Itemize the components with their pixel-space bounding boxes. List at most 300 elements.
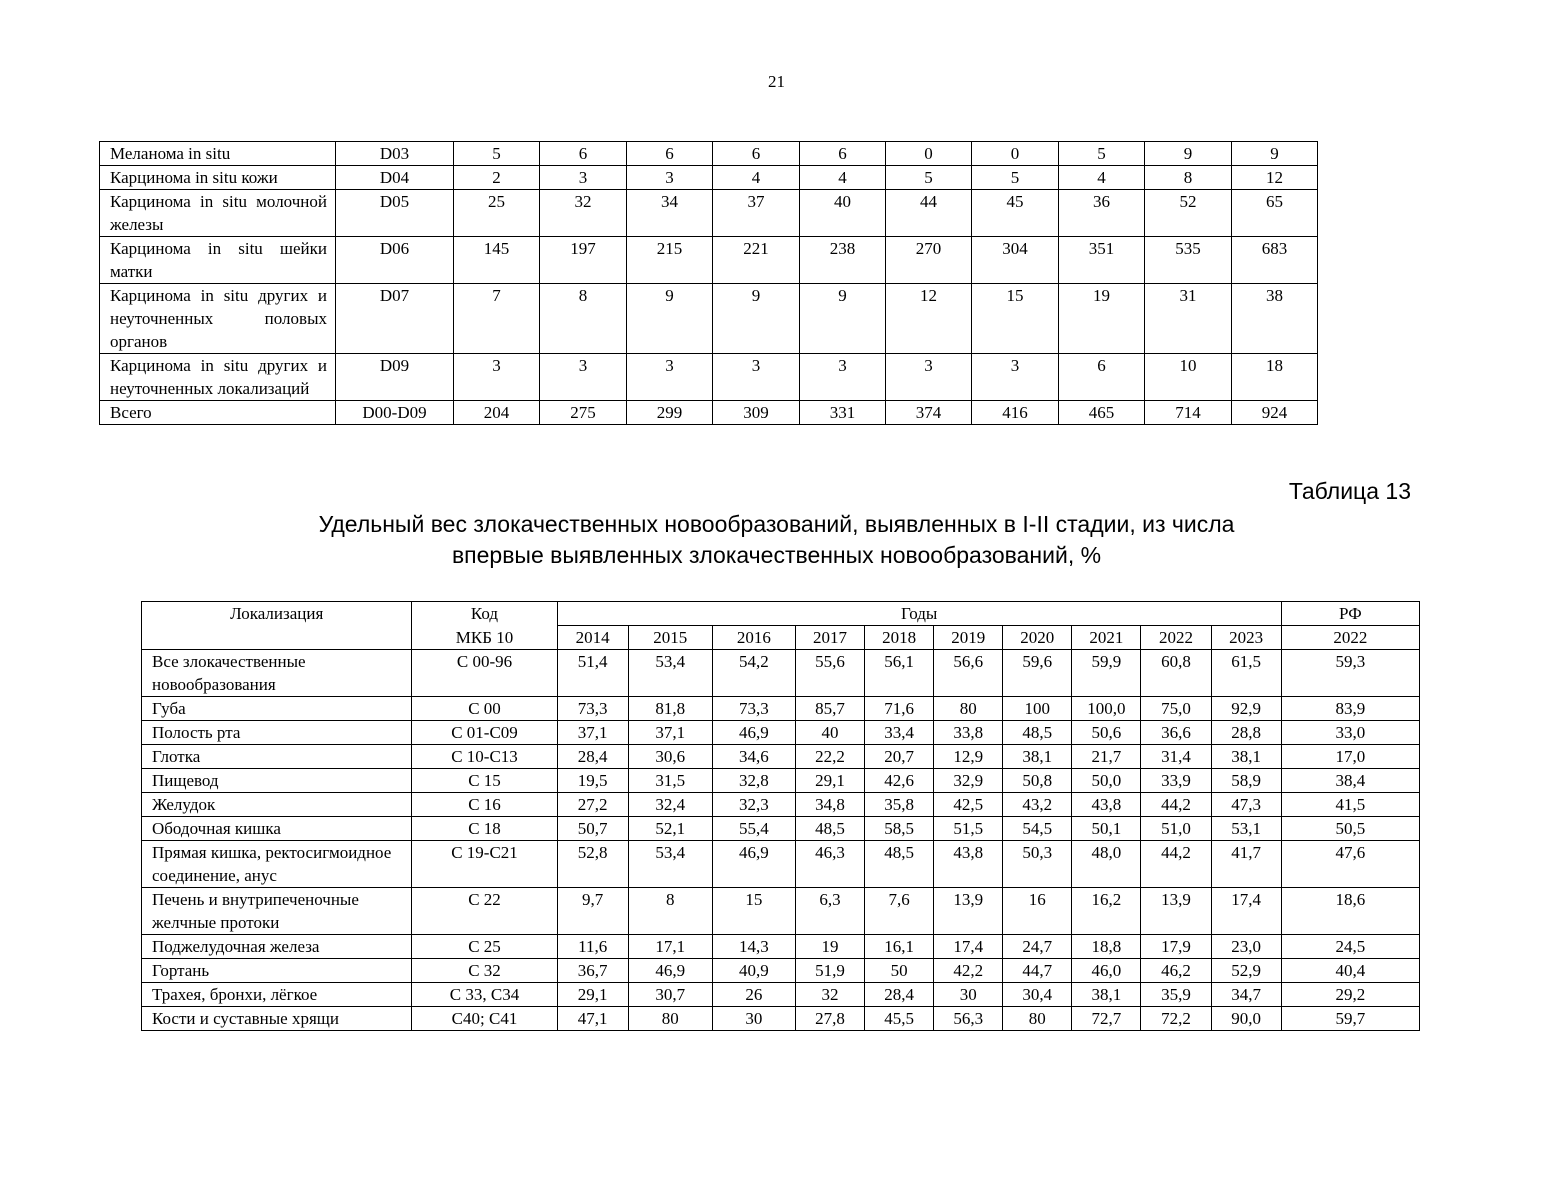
value-cell: 6: [800, 142, 886, 166]
row-localization: Все злокачественные новообразования: [142, 650, 412, 697]
value-cell: 36: [1059, 190, 1145, 237]
value-cell: 65: [1232, 190, 1318, 237]
value-cell: 9,7: [557, 888, 628, 935]
value-cell: 52,1: [628, 817, 712, 841]
value-cell: 44,2: [1141, 793, 1211, 817]
table-row: [142, 769, 1420, 793]
row-code: С 33, С34: [412, 983, 557, 1007]
table-title: [200, 509, 1353, 571]
value-cell: 41,7: [1211, 841, 1281, 888]
value-cell: 71,6: [865, 697, 934, 721]
value-cell: 36,6: [1141, 721, 1211, 745]
value-cell: 50,7: [557, 817, 628, 841]
value-cell: 28,4: [557, 745, 628, 769]
value-cell: 37,1: [628, 721, 712, 745]
table-row: [142, 793, 1420, 817]
value-cell: 30: [712, 1007, 795, 1031]
row-name: Всего: [100, 401, 336, 425]
value-cell: 42,6: [865, 769, 934, 793]
value-cell: 15: [972, 284, 1059, 354]
value-cell: 17,1: [628, 935, 712, 959]
table-row: [100, 284, 1318, 354]
value-cell: 32,8: [712, 769, 795, 793]
row-code: С 25: [412, 935, 557, 959]
value-cell: 53,4: [628, 650, 712, 697]
value-cell: 19: [1059, 284, 1145, 354]
value-cell: 30: [934, 983, 1003, 1007]
header-rf-year: 2022: [1281, 626, 1419, 650]
value-cell: 9: [1232, 142, 1318, 166]
header-year: 2021: [1072, 626, 1141, 650]
value-cell: 47,1: [557, 1007, 628, 1031]
value-cell: 924: [1232, 401, 1318, 425]
value-cell: 56,3: [934, 1007, 1003, 1031]
value-cell: 29,1: [795, 769, 864, 793]
value-cell: 46,9: [712, 841, 795, 888]
value-cell: 100,0: [1072, 697, 1141, 721]
value-cell: 32: [540, 190, 627, 237]
value-cell: 45,5: [865, 1007, 934, 1031]
value-cell: 44: [886, 190, 972, 237]
value-cell: 30,7: [628, 983, 712, 1007]
table-row: [100, 237, 1318, 284]
value-cell: 33,4: [865, 721, 934, 745]
header-year: 2016: [712, 626, 795, 650]
value-cell: 3: [713, 354, 800, 401]
value-cell: 6: [713, 142, 800, 166]
row-code: D00-D09: [336, 401, 454, 425]
table-row: [100, 142, 1318, 166]
rf-value-cell: 29,2: [1281, 983, 1419, 1007]
header-code-line-2: МКБ 10: [412, 626, 557, 650]
value-cell: 31: [1145, 284, 1232, 354]
value-cell: 32,3: [712, 793, 795, 817]
value-cell: 58,5: [865, 817, 934, 841]
value-cell: 374: [886, 401, 972, 425]
value-cell: 12: [886, 284, 972, 354]
header-year: 2015: [628, 626, 712, 650]
value-cell: 45: [972, 190, 1059, 237]
value-cell: 59,6: [1003, 650, 1072, 697]
value-cell: 51,9: [795, 959, 864, 983]
value-cell: 215: [627, 237, 713, 284]
value-cell: 33,8: [934, 721, 1003, 745]
value-cell: 0: [972, 142, 1059, 166]
value-cell: 38: [1232, 284, 1318, 354]
value-cell: 535: [1145, 237, 1232, 284]
value-cell: 58,9: [1211, 769, 1281, 793]
value-cell: 42,5: [934, 793, 1003, 817]
value-cell: 4: [713, 166, 800, 190]
row-code: С40; С41: [412, 1007, 557, 1031]
row-localization: Пищевод: [142, 769, 412, 793]
value-cell: 6: [627, 142, 713, 166]
value-cell: 17,4: [1211, 888, 1281, 935]
value-cell: 145: [454, 237, 540, 284]
rf-value-cell: 40,4: [1281, 959, 1419, 983]
header-localization: Локализация: [142, 602, 412, 650]
rf-value-cell: 59,3: [1281, 650, 1419, 697]
value-cell: 3: [800, 354, 886, 401]
value-cell: 37,1: [557, 721, 628, 745]
value-cell: 37: [713, 190, 800, 237]
page-number: 21: [768, 72, 785, 91]
value-cell: 85,7: [795, 697, 864, 721]
value-cell: 46,9: [712, 721, 795, 745]
row-localization: Поджелудочная железа: [142, 935, 412, 959]
value-cell: 48,5: [1003, 721, 1072, 745]
value-cell: 17,9: [1141, 935, 1211, 959]
value-cell: 683: [1232, 237, 1318, 284]
value-cell: 27,2: [557, 793, 628, 817]
value-cell: 80: [1003, 1007, 1072, 1031]
header-year: 2020: [1003, 626, 1072, 650]
value-cell: 14,3: [712, 935, 795, 959]
table-row: [142, 721, 1420, 745]
row-code: С 18: [412, 817, 557, 841]
value-cell: 33,9: [1141, 769, 1211, 793]
row-localization: Полость рта: [142, 721, 412, 745]
value-cell: 13,9: [1141, 888, 1211, 935]
row-code: С 00-96: [412, 650, 557, 697]
value-cell: 28,4: [865, 983, 934, 1007]
value-cell: 238: [800, 237, 886, 284]
value-cell: 38,1: [1211, 745, 1281, 769]
value-cell: 46,9: [628, 959, 712, 983]
value-cell: 50,1: [1072, 817, 1141, 841]
row-localization: Прямая кишка, ректосигмоидное соединение, анус: [142, 841, 412, 888]
value-cell: 19,5: [557, 769, 628, 793]
value-cell: 52,8: [557, 841, 628, 888]
value-cell: 61,5: [1211, 650, 1281, 697]
table-title-line-2: впервые выявленных злокачественных новообразований, %: [451, 542, 1102, 568]
value-cell: 3: [627, 166, 713, 190]
table-row: [142, 817, 1420, 841]
row-localization: Губа: [142, 697, 412, 721]
early-stage-share-table: [141, 601, 1420, 1031]
value-cell: 21,7: [1072, 745, 1141, 769]
header-year: 2023: [1211, 626, 1281, 650]
header-year: 2017: [795, 626, 864, 650]
row-name: Меланома in situ: [100, 142, 336, 166]
value-cell: 35,8: [865, 793, 934, 817]
value-cell: 38,1: [1072, 983, 1141, 1007]
rf-value-cell: 18,6: [1281, 888, 1419, 935]
table-row: [142, 1007, 1420, 1031]
value-cell: 6: [540, 142, 627, 166]
value-cell: 59,9: [1072, 650, 1141, 697]
value-cell: 80: [628, 1007, 712, 1031]
value-cell: 46,0: [1072, 959, 1141, 983]
value-cell: 9: [713, 284, 800, 354]
value-cell: 50,0: [1072, 769, 1141, 793]
value-cell: 43,8: [1072, 793, 1141, 817]
value-cell: 16: [1003, 888, 1072, 935]
value-cell: 5: [1059, 142, 1145, 166]
value-cell: 27,8: [795, 1007, 864, 1031]
value-cell: 9: [1145, 142, 1232, 166]
early-stage-share-table-body: [142, 650, 1420, 1031]
row-name: Карцинома in situ шейки матки: [100, 237, 336, 284]
row-code: С 01-С09: [412, 721, 557, 745]
value-cell: 17,4: [934, 935, 1003, 959]
value-cell: 4: [1059, 166, 1145, 190]
value-cell: 36,7: [557, 959, 628, 983]
row-localization: Печень и внутрипеченочные желчные протоки: [142, 888, 412, 935]
table-row: [100, 354, 1318, 401]
value-cell: 80: [934, 697, 1003, 721]
value-cell: 48,0: [1072, 841, 1141, 888]
value-cell: 20,7: [865, 745, 934, 769]
value-cell: 221: [713, 237, 800, 284]
value-cell: 72,2: [1141, 1007, 1211, 1031]
rf-value-cell: 83,9: [1281, 697, 1419, 721]
value-cell: 54,5: [1003, 817, 1072, 841]
header-row-1: [142, 602, 1420, 626]
value-cell: 18: [1232, 354, 1318, 401]
value-cell: 3: [886, 354, 972, 401]
table-number: Таблица 13: [1288, 478, 1411, 504]
table-row: [142, 935, 1420, 959]
row-localization: Глотка: [142, 745, 412, 769]
table-row: [100, 166, 1318, 190]
value-cell: 32,4: [628, 793, 712, 817]
value-cell: 309: [713, 401, 800, 425]
value-cell: 3: [454, 354, 540, 401]
value-cell: 75,0: [1141, 697, 1211, 721]
value-cell: 416: [972, 401, 1059, 425]
value-cell: 46,3: [795, 841, 864, 888]
row-code: D09: [336, 354, 454, 401]
table-row: [142, 650, 1420, 697]
row-localization: Желудок: [142, 793, 412, 817]
value-cell: 35,9: [1141, 983, 1211, 1007]
value-cell: 43,8: [934, 841, 1003, 888]
table-row: [142, 745, 1420, 769]
row-code: С 19-С21: [412, 841, 557, 888]
value-cell: 50,3: [1003, 841, 1072, 888]
value-cell: 53,4: [628, 841, 712, 888]
value-cell: 34,8: [795, 793, 864, 817]
value-cell: 6,3: [795, 888, 864, 935]
value-cell: 714: [1145, 401, 1232, 425]
value-cell: 50,8: [1003, 769, 1072, 793]
value-cell: 55,4: [712, 817, 795, 841]
value-cell: 44,7: [1003, 959, 1072, 983]
value-cell: 304: [972, 237, 1059, 284]
row-code: D06: [336, 237, 454, 284]
row-localization: Ободочная кишка: [142, 817, 412, 841]
value-cell: 197: [540, 237, 627, 284]
value-cell: 275: [540, 401, 627, 425]
value-cell: 3: [627, 354, 713, 401]
table-row: [142, 888, 1420, 935]
value-cell: 5: [972, 166, 1059, 190]
value-cell: 55,6: [795, 650, 864, 697]
value-cell: 50: [865, 959, 934, 983]
value-cell: 48,5: [795, 817, 864, 841]
value-cell: 29,1: [557, 983, 628, 1007]
value-cell: 351: [1059, 237, 1145, 284]
row-code: С 16: [412, 793, 557, 817]
in-situ-table: [99, 141, 1318, 425]
row-name: Карцинома in situ молочной железы: [100, 190, 336, 237]
row-code: D07: [336, 284, 454, 354]
value-cell: 7: [454, 284, 540, 354]
row-name: Карцинома in situ других и неуточненных половых органов: [100, 284, 336, 354]
header-rf: РФ: [1281, 602, 1419, 626]
table-row: [100, 190, 1318, 237]
value-cell: 0: [886, 142, 972, 166]
value-cell: 10: [1145, 354, 1232, 401]
value-cell: 22,2: [795, 745, 864, 769]
value-cell: 31,4: [1141, 745, 1211, 769]
table-row: [142, 841, 1420, 888]
value-cell: 3: [972, 354, 1059, 401]
value-cell: 51,0: [1141, 817, 1211, 841]
value-cell: 13,9: [934, 888, 1003, 935]
rf-value-cell: 47,6: [1281, 841, 1419, 888]
value-cell: 8: [540, 284, 627, 354]
value-cell: 43,2: [1003, 793, 1072, 817]
value-cell: 56,1: [865, 650, 934, 697]
value-cell: 46,2: [1141, 959, 1211, 983]
value-cell: 8: [628, 888, 712, 935]
header-year: 2014: [557, 626, 628, 650]
value-cell: 50,6: [1072, 721, 1141, 745]
row-localization: Трахея, бронхи, лёгкое: [142, 983, 412, 1007]
value-cell: 16,2: [1072, 888, 1141, 935]
value-cell: 31,5: [628, 769, 712, 793]
value-cell: 2: [454, 166, 540, 190]
value-cell: 44,2: [1141, 841, 1211, 888]
value-cell: 5: [886, 166, 972, 190]
value-cell: 56,6: [934, 650, 1003, 697]
value-cell: 270: [886, 237, 972, 284]
value-cell: 7,6: [865, 888, 934, 935]
table-header: [142, 602, 1420, 650]
value-cell: 16,1: [865, 935, 934, 959]
row-code: С 15: [412, 769, 557, 793]
value-cell: 52,9: [1211, 959, 1281, 983]
value-cell: 48,5: [865, 841, 934, 888]
value-cell: 34,7: [1211, 983, 1281, 1007]
value-cell: 81,8: [628, 697, 712, 721]
table-row: [142, 983, 1420, 1007]
value-cell: 204: [454, 401, 540, 425]
value-cell: 331: [800, 401, 886, 425]
value-cell: 299: [627, 401, 713, 425]
value-cell: 3: [540, 166, 627, 190]
value-cell: 12: [1232, 166, 1318, 190]
value-cell: 40,9: [712, 959, 795, 983]
value-cell: 12,9: [934, 745, 1003, 769]
value-cell: 34,6: [712, 745, 795, 769]
row-code: С 32: [412, 959, 557, 983]
value-cell: 6: [1059, 354, 1145, 401]
header-year: 2018: [865, 626, 934, 650]
value-cell: 4: [800, 166, 886, 190]
table-row: [100, 401, 1318, 425]
value-cell: 32: [795, 983, 864, 1007]
rf-value-cell: 50,5: [1281, 817, 1419, 841]
rf-value-cell: 59,7: [1281, 1007, 1419, 1031]
rf-value-cell: 41,5: [1281, 793, 1419, 817]
table-title-line-1: Удельный вес злокачественных новообразований, выявленных в I-II стадии, из числа: [318, 511, 1235, 537]
value-cell: 26: [712, 983, 795, 1007]
value-cell: 28,8: [1211, 721, 1281, 745]
value-cell: 11,6: [557, 935, 628, 959]
value-cell: 8: [1145, 166, 1232, 190]
value-cell: 25: [454, 190, 540, 237]
value-cell: 9: [627, 284, 713, 354]
value-cell: 47,3: [1211, 793, 1281, 817]
row-code: D03: [336, 142, 454, 166]
value-cell: 3: [540, 354, 627, 401]
row-code: D05: [336, 190, 454, 237]
value-cell: 90,0: [1211, 1007, 1281, 1031]
rf-value-cell: 38,4: [1281, 769, 1419, 793]
value-cell: 60,8: [1141, 650, 1211, 697]
row-localization: Кости и суставные хрящи: [142, 1007, 412, 1031]
value-cell: 72,7: [1072, 1007, 1141, 1031]
rf-value-cell: 24,5: [1281, 935, 1419, 959]
value-cell: 73,3: [712, 697, 795, 721]
table-row: [142, 959, 1420, 983]
value-cell: 465: [1059, 401, 1145, 425]
row-localization: Гортань: [142, 959, 412, 983]
value-cell: 32,9: [934, 769, 1003, 793]
value-cell: 9: [800, 284, 886, 354]
value-cell: 100: [1003, 697, 1072, 721]
value-cell: 23,0: [1211, 935, 1281, 959]
row-code: D04: [336, 166, 454, 190]
value-cell: 30,4: [1003, 983, 1072, 1007]
value-cell: 51,5: [934, 817, 1003, 841]
rf-value-cell: 33,0: [1281, 721, 1419, 745]
value-cell: 38,1: [1003, 745, 1072, 769]
value-cell: 15: [712, 888, 795, 935]
value-cell: 52: [1145, 190, 1232, 237]
value-cell: 42,2: [934, 959, 1003, 983]
row-code: С 22: [412, 888, 557, 935]
value-cell: 54,2: [712, 650, 795, 697]
value-cell: 34: [627, 190, 713, 237]
value-cell: 73,3: [557, 697, 628, 721]
rf-value-cell: 17,0: [1281, 745, 1419, 769]
header-years: Годы: [557, 602, 1281, 626]
value-cell: 19: [795, 935, 864, 959]
header-code-line-1: Код: [412, 602, 557, 626]
row-name: Карцинома in situ кожи: [100, 166, 336, 190]
value-cell: 5: [454, 142, 540, 166]
value-cell: 92,9: [1211, 697, 1281, 721]
row-name: Карцинома in situ других и неуточненных локализаций: [100, 354, 336, 401]
value-cell: 18,8: [1072, 935, 1141, 959]
in-situ-table-body: [100, 142, 1318, 425]
table-row: [142, 697, 1420, 721]
value-cell: 30,6: [628, 745, 712, 769]
value-cell: 40: [795, 721, 864, 745]
value-cell: 53,1: [1211, 817, 1281, 841]
value-cell: 24,7: [1003, 935, 1072, 959]
row-code: С 00: [412, 697, 557, 721]
value-cell: 40: [800, 190, 886, 237]
row-code: С 10-С13: [412, 745, 557, 769]
header-year: 2022: [1141, 626, 1211, 650]
value-cell: 51,4: [557, 650, 628, 697]
header-year: 2019: [934, 626, 1003, 650]
